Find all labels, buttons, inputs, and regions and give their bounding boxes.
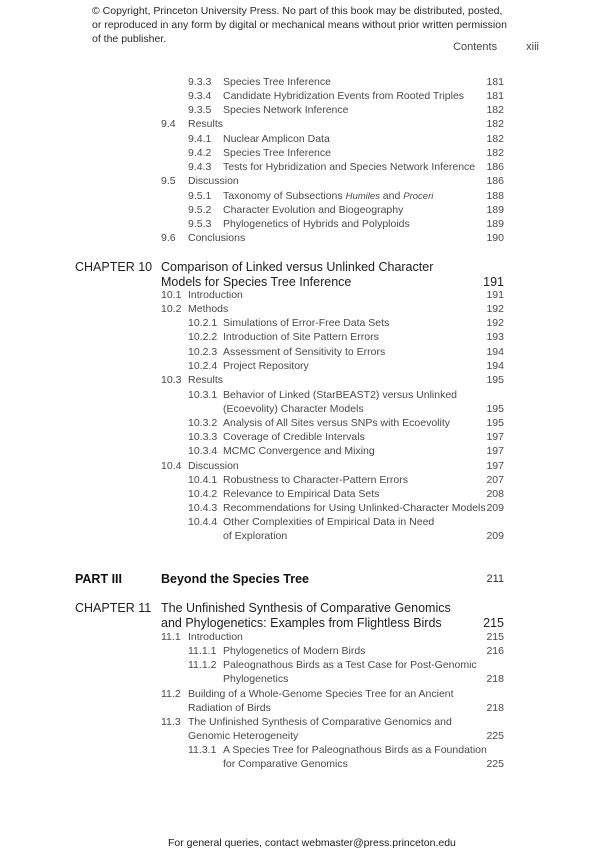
chapter-label: CHAPTER 11 [75, 601, 152, 615]
toc-entry-page-number: 218 [486, 673, 504, 685]
chapter-title-line: The Unfinished Synthesis of Comparative Genomics [161, 601, 451, 615]
toc-entry-title: Methods [188, 303, 229, 315]
toc-entry-number: 10.4.2 [188, 488, 218, 500]
toc-entry-page-number: 182 [486, 133, 504, 145]
toc-entry-page-number: 218 [486, 702, 504, 714]
toc-entry-number: 10.2.3 [188, 346, 218, 358]
chapter-label: CHAPTER 10 [75, 260, 153, 274]
toc-entry-number: 9.5 [161, 175, 176, 187]
toc-entry-page-number: 190 [486, 232, 504, 244]
toc-entry-number: 9.4.1 [188, 133, 212, 145]
toc-entry-number: 10.4.1 [188, 474, 218, 486]
toc-entry-page-number: 195 [486, 417, 504, 429]
toc-entry-page-number: 194 [486, 346, 504, 358]
toc-entry-page-number: 188 [486, 190, 504, 202]
toc-entry-page-number: 209 [486, 502, 504, 514]
toc-entry-page-number: 197 [486, 445, 504, 457]
toc-entry-title: Results [188, 374, 224, 386]
chapter-page-number: 191 [483, 275, 504, 289]
toc-entry-number: 9.6 [161, 232, 176, 244]
toc-entry-title: Behavior of Linked (StarBEAST2) versus Unlinked [223, 389, 458, 401]
toc-entry-number: 11.1 [161, 631, 181, 643]
toc-entry-title: Relevance to Empirical Data Sets [223, 488, 380, 500]
toc-entry-page-number: 207 [486, 474, 504, 486]
toc-entry-page-number: 181 [486, 76, 504, 88]
toc-entry-page-number: 195 [486, 403, 504, 415]
toc-entry-title: Species Network Inference [223, 104, 349, 116]
toc-entry-page-number: 216 [486, 645, 504, 657]
toc-entry-title: A Species Tree for Paleognathous Birds as a Foundation [223, 744, 487, 756]
chapter-title [161, 601, 451, 631]
toc-entry-number: 9.3.4 [188, 90, 212, 102]
chapter-title-line: Comparison of Linked versus Unlinked Character [161, 260, 434, 274]
toc-entry-page-number: 192 [486, 317, 504, 329]
part-page-number: 211 [486, 573, 504, 585]
toc-entry-page-number: 215 [486, 631, 504, 643]
toc-entry-number: 9.4.3 [188, 161, 212, 173]
toc-entry-number: 9.4.2 [188, 147, 212, 159]
toc-entry-title: Discussion [188, 460, 239, 472]
toc-entry-page-number: 186 [486, 175, 504, 187]
running-head-page-number: xiii [526, 41, 539, 53]
toc-entry-title: Conclusions [188, 232, 246, 244]
copyright-notice: © Copyright, Princeton University Press. No part of this book may be distributed, posted, or reproduced in any form by digital or mechanical means without prior written permission of the publisher. [92, 5, 507, 45]
toc-entry-page-number: 193 [486, 331, 504, 343]
toc-entry-number: 10.3 [161, 374, 182, 386]
toc-entry-number: 10.4.3 [188, 502, 218, 514]
toc-entry-number: 10.2 [161, 303, 182, 315]
toc-entry-number: 10.3.1 [188, 389, 218, 401]
toc-entry-number: 9.3.5 [188, 104, 212, 116]
toc-entry-number: 11.1.2 [188, 659, 217, 671]
toc-entry-page-number: 225 [486, 758, 504, 770]
toc-entry-number: 10.3.2 [188, 417, 218, 429]
toc-entry-title-continued: for Comparative Genomics [223, 758, 348, 770]
toc-entry-page-number: 182 [486, 118, 504, 130]
toc-entry-title: Building of a Whole-Genome Species Tree for an Ancient [188, 688, 454, 700]
toc-entry-title: Species Tree Inference [223, 147, 331, 159]
toc-entry-title: Tests for Hybridization and Species Network Inference [223, 161, 476, 173]
toc-entry-title-continued: of Exploration [223, 530, 288, 542]
toc-entry-title-continued: (Ecoevolity) Character Models [223, 403, 364, 415]
toc-entry-page-number: 197 [486, 460, 504, 472]
chapter-title-line: and Phylogenetics: Examples from Flightless Birds [161, 616, 442, 630]
toc-entry-page-number: 195 [486, 374, 504, 386]
toc-entry-number: 9.5.3 [188, 218, 212, 230]
toc-entry-number: 11.3.1 [188, 744, 217, 756]
toc-entry-number: 9.3.3 [188, 76, 212, 88]
toc-entry-page-number: 186 [486, 161, 504, 173]
toc-entry-page-number: 192 [486, 303, 504, 315]
toc-entry-page-number: 181 [486, 90, 504, 102]
toc-entry-page-number: 189 [486, 218, 504, 230]
toc-entry-number: 9.5.1 [188, 190, 212, 202]
toc-entry-title: Robustness to Character-Pattern Errors [223, 474, 408, 486]
toc-entry-title: Coverage of Credible Intervals [223, 431, 365, 443]
chapter-title-line: Models for Species Tree Inference [161, 275, 352, 289]
toc-entry-page-number: 182 [486, 147, 504, 159]
toc-entry-page-number: 189 [486, 204, 504, 216]
toc-entry-page-number: 197 [486, 431, 504, 443]
toc-entry-page-number: 182 [486, 104, 504, 116]
toc-entry-number: 10.1 [161, 289, 182, 301]
toc-entry-title: Nuclear Amplicon Data [223, 133, 330, 145]
toc-entry-title: Candidate Hybridization Events from Rooted Triples [223, 90, 465, 102]
toc-entry-title: Simulations of Error-Free Data Sets [223, 317, 390, 329]
toc-entry-title-continued: Phylogenetics [223, 673, 289, 685]
toc-entry-page-number: 194 [486, 360, 504, 372]
toc-entry-title-continued: Genomic Heterogeneity [188, 730, 299, 742]
toc-entry-title: MCMC Convergence and Mixing [223, 445, 375, 457]
running-head [453, 41, 539, 53]
toc-entry-title: Other Complexities of Empirical Data in Need [223, 516, 435, 528]
toc-entry-number: 10.4 [161, 460, 182, 472]
toc-entry-page-number: 191 [486, 289, 504, 301]
toc-entry-number: 9.5.2 [188, 204, 212, 216]
toc-entry-title: The Unfinished Synthesis of Comparative Genomics and [188, 716, 452, 728]
toc-entry-title: Recommendations for Using Unlinked-Character Models [223, 502, 486, 514]
toc-entry-title: Introduction [188, 631, 243, 643]
toc-entry-page-number: 208 [486, 488, 504, 500]
toc-entry-title: Discussion [188, 175, 239, 187]
toc-entry-title: Introduction of Site Pattern Errors [223, 331, 379, 343]
toc-entry-page-number: 209 [486, 530, 504, 542]
toc-entry-number: 10.3.4 [188, 445, 218, 457]
toc-entry-number: 10.2.2 [188, 331, 218, 343]
toc-entry-title: Analysis of All Sites versus SNPs with Ecoevolity [223, 417, 451, 429]
toc-entry-title: Introduction [188, 289, 243, 301]
toc-entry-title-continued: Radiation of Birds [188, 702, 271, 714]
toc-entry-number: 10.2.4 [188, 360, 218, 372]
toc-entry-title: Paleognathous Birds as a Test Case for Post-Genomic [223, 659, 477, 671]
toc-entry-title: Assessment of Sensitivity to Errors [223, 346, 386, 358]
toc-entry-title: Taxonomy of Subsections Humiles and Proceri [223, 190, 434, 202]
chapter-page-number: 215 [483, 616, 504, 630]
footer-contact: For general queries, contact webmaster@press.princeton.edu [168, 837, 456, 849]
toc-entry-number: 10.2.1 [188, 317, 218, 329]
toc-entry-number: 11.1.1 [188, 645, 217, 657]
toc-entry-title: Phylogenetics of Hybrids and Polyploids [223, 218, 410, 230]
chapter-title [161, 260, 433, 290]
toc-entry-title: Species Tree Inference [223, 76, 331, 88]
toc-entry-title: Phylogenetics of Modern Birds [223, 645, 366, 657]
toc-entry-number: 9.4 [161, 118, 176, 130]
toc-entry-number: 11.3 [161, 716, 181, 728]
part-title: Beyond the Species Tree [161, 572, 309, 586]
toc-entry-number: 10.3.3 [188, 431, 218, 443]
toc-entry-number: 10.4.4 [188, 516, 218, 528]
toc-entry-number: 11.2 [161, 688, 181, 700]
running-head-title: Contents [453, 41, 498, 53]
part-label: PART III [75, 572, 122, 586]
toc-entry-title: Results [188, 118, 224, 130]
toc-entry-title: Character Evolution and Biogeography [223, 204, 404, 216]
toc-entry-page-number: 225 [486, 730, 504, 742]
toc-entry-title: Project Repository [223, 360, 309, 372]
